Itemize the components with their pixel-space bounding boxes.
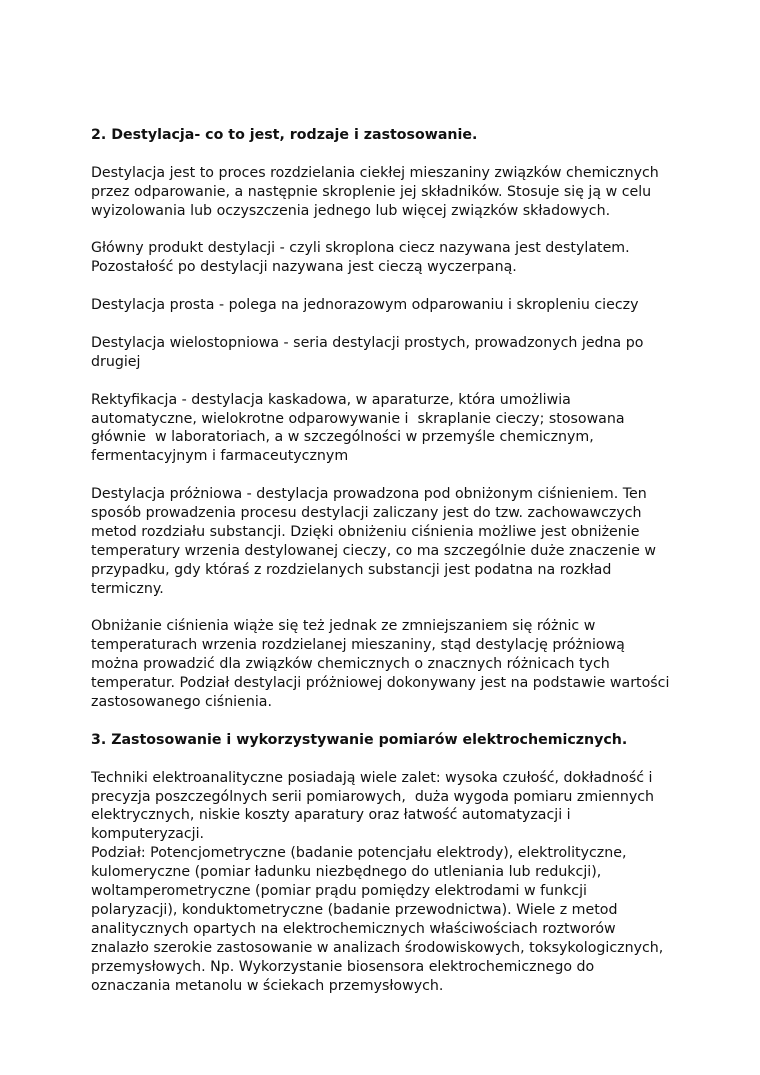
text-line: komputeryzacji. — [91, 826, 205, 843]
text-line: woltamperometryczne (pomiar prądu pomiędzy elektrodami w funkcji — [91, 883, 587, 900]
text-line: przemysłowych. Np. Wykorzystanie biosensora elektrochemicznego do — [91, 958, 595, 975]
text-line: znalazło szerokie zastosowanie w analizach środowiskowych, toksykologicznych, — [91, 939, 664, 956]
text-line: przypadku, gdy któraś z rozdzielanych substancji jest podatna na rozkład — [91, 561, 612, 578]
section-3-heading: 3. Zastosowanie i wykorzystywanie pomiarów elektrochemicznych. — [91, 731, 628, 748]
spacer — [91, 277, 681, 296]
spacer — [91, 750, 681, 769]
paragraph-distillate — [91, 239, 681, 277]
text-line: głównie w laboratoriach, a w szczególności w przemyśle chemicznym, — [91, 429, 594, 446]
spacer — [91, 372, 681, 391]
text-line: Destylacja prosta - polega na jednorazowym odparowaniu i skropleniu cieczy — [91, 297, 639, 314]
text-line: polaryzacji), konduktometryczne (badanie przewodnictwa). Wiele z metod — [91, 902, 618, 919]
text-line: Główny produkt destylacji - czyli skroplona ciecz nazywana jest destylatem. — [91, 240, 630, 257]
text-line: Podział: Potencjometryczne (badanie potencjału elektrody), elektrolityczne, — [91, 845, 627, 862]
text-line: zastosowanego ciśnienia. — [91, 694, 272, 711]
spacer — [91, 145, 681, 164]
text-line: temperaturach wrzenia rozdzielanej mieszaniny, stąd destylację próżniową — [91, 637, 625, 654]
text-line: można prowadzić dla związków chemicznych o znacznych różnicach tych — [91, 656, 610, 673]
spacer — [91, 315, 681, 334]
text-line: oznaczania metanolu w ściekach przemysłowych. — [91, 977, 444, 994]
spacer — [91, 221, 681, 240]
spacer — [91, 466, 681, 485]
text-line: analitycznych opartych na elektrochemicznych właściwościach roztworów — [91, 920, 616, 937]
text-line: Rektyfikacja - destylacja kaskadowa, w aparaturze, która umożliwia — [91, 391, 571, 408]
text-line: drugiej — [91, 353, 141, 370]
text-line: termiczny. — [91, 580, 164, 597]
section-2-heading: 2. Destylacja- co to jest, rodzaje i zastosowanie. — [91, 127, 478, 143]
spacer — [91, 599, 681, 618]
paragraph-rectification — [91, 391, 681, 467]
text-line: przez odparowanie, a następnie skroplenie jej składników. Stosuje się ją w celu — [91, 183, 652, 200]
paragraph-distillation-definition — [91, 164, 681, 221]
text-line: Pozostałość po destylacji nazywana jest cieczą wyczerpaną. — [91, 259, 517, 276]
text-line: Techniki elektroanalityczne posiadają wiele zalet: wysoka czułość, dokładność i — [91, 769, 653, 786]
text-line: fermentacyjnym i farmaceutycznym — [91, 448, 349, 465]
text-line: metod rozdziału substancji. Dzięki obniżeniu ciśnienia możliwe jest obniżenie — [91, 523, 640, 540]
text-line: Obniżanie ciśnienia wiąże się też jednak ze zmniejszaniem się różnic w — [91, 618, 596, 635]
paragraph-vacuum-distillation — [91, 485, 681, 598]
spacer — [91, 712, 681, 731]
text-line: automatyczne, wielokrotne odparowywanie i skraplanie cieczy; stosowana — [91, 410, 625, 427]
paragraph-simple-distillation — [91, 296, 681, 315]
text-line: Destylacja jest to proces rozdzielania ciekłej mieszaniny związków chemicznych — [91, 164, 659, 181]
paragraph-multistage-distillation — [91, 334, 681, 372]
text-line: precyzja poszczególnych serii pomiarowych, duża wygoda pomiaru zmiennych — [91, 788, 655, 805]
text-line: kulomeryczne (pomiar ładunku niezbędnego do utleniania lub redukcji), — [91, 864, 602, 881]
document-page — [91, 126, 681, 996]
text-line: Destylacja próżniowa - destylacja prowadzona pod obniżonym ciśnieniem. Ten — [91, 486, 647, 503]
text-line: sposób prowadzenia procesu destylacji zaliczany jest do tzw. zachowawczych — [91, 505, 642, 522]
text-line: temperatur. Podział destylacji próżniowej dokonywany jest na podstawie wartości — [91, 675, 670, 692]
paragraph-electroanalytical-techniques — [91, 769, 681, 996]
text-line: Destylacja wielostopniowa - seria destylacji prostych, prowadzonych jedna po — [91, 334, 644, 351]
text-line: temperatury wrzenia destylowanej cieczy, co ma szczególnie duże znaczenie w — [91, 542, 656, 559]
text-line: wyizolowania lub oczyszczenia jednego lub więcej związków składowych. — [91, 202, 611, 219]
text-line: elektrycznych, niskie koszty aparatury oraz łatwość automatyzacji i — [91, 807, 571, 824]
paragraph-pressure-reduction — [91, 617, 681, 712]
